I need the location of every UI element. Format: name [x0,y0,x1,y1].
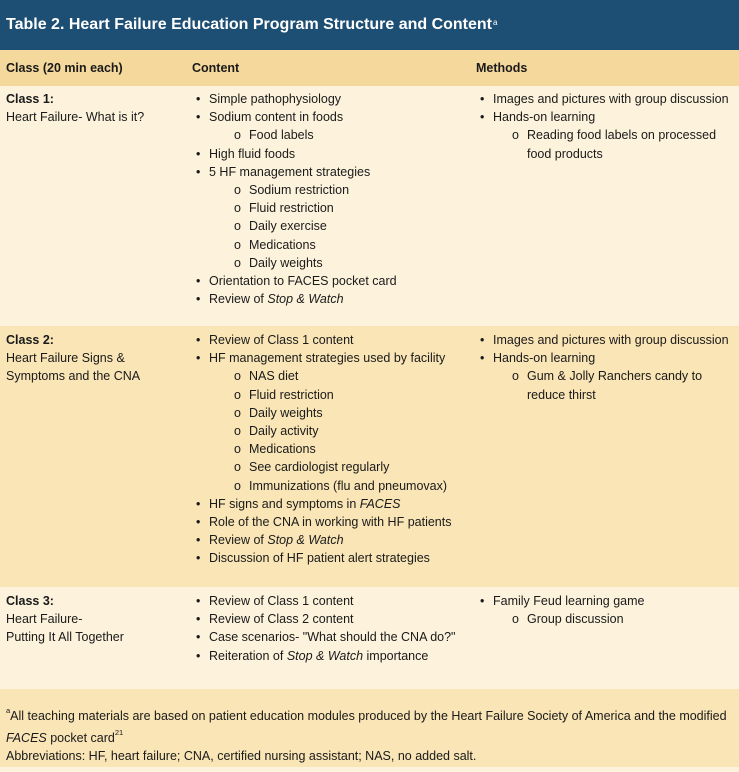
class-3-subtitle: Heart Failure- [6,612,83,627]
list-item: • High fluid foods [192,145,476,163]
class-1-subtitle: Heart Failure- What is it? [6,110,145,125]
table-row-class-2 [0,326,739,587]
table-header [0,50,739,86]
header-class: Class (20 min each) [6,61,123,75]
table-title-text: Table 2. Heart Failure Education Program Structure and Content [6,16,493,33]
sub-list-item: o Medications [192,440,476,458]
list-item: • Reiteration of Stop & Watch importance [192,647,476,665]
sub-list-item: o Daily exercise [192,217,476,235]
class-3-name: Class 3: [6,594,54,608]
table-footnote [0,689,739,767]
class-1-name: Class 1: [6,92,54,106]
list-item: • Orientation to FACES pocket card [192,272,476,290]
list-item: • Sodium content in foods [192,108,476,126]
list-item: • Hands-on learning [476,108,739,126]
sub-list-item: o See cardiologist regularly [192,458,476,476]
stop-watch-emphasis: Stop & Watch [286,648,364,663]
list-item: • Family Feud learning game [476,592,739,610]
list-item: • HF management strategies used by facility [192,349,476,367]
list-item: • Review of Class 2 content [192,610,476,628]
sub-list-item: o Daily weights [192,254,476,272]
footnote-source: $^a$All teaching materials are based on patient education modules produced by the Heart Failure Society of America and the modified FACES pocket card$^{21}$ [6,706,727,745]
class-2-subtitle: Heart Failure Signs & [6,351,125,366]
sub-list-item: o Medications [192,236,476,254]
class-2-name: Class 2: [6,333,54,347]
list-item: • Review of Class 1 content [192,331,476,349]
reference-number: 21 [114,727,124,737]
list-item: • Review of Class 1 content [192,592,476,610]
footnote-abbreviations: Abbreviations: HF, heart failure; CNA, certified nursing assistant; NAS, no added salt. [6,749,477,764]
list-item: • HF signs and symptoms in FACES [192,495,476,513]
sub-list-item: o Daily weights [192,404,476,422]
header-methods: Methods [476,61,528,75]
sub-list-item: o Food labels [192,126,476,144]
stop-watch-emphasis: Stop & Watch [267,292,344,307]
class-3-subtitle: Putting It All Together [6,630,124,645]
table-row-class-3 [0,587,739,689]
list-item: • Hands-on learning [476,349,739,367]
list-item: • Role of the CNA in working with HF patients [192,513,476,531]
faces-emphasis: FACES [359,496,401,511]
list-item: • Case scenarios- "What should the CNA do?" [192,628,476,646]
table-row-class-1 [0,86,739,326]
list-item: • 5 HF management strategies [192,163,476,181]
table-title [0,0,739,50]
faces-emphasis: FACES [6,730,47,745]
sub-list-item: o Immunizations (flu and pneumovax) [192,477,476,495]
sub-list-item: o Gum & Jolly Ranchers candy to [476,367,739,385]
sub-list-item: o Group discussion [476,610,739,628]
sub-list-item: o Fluid restriction [192,199,476,217]
list-item: • Review of Stop & Watch [192,531,476,549]
list-item: • Discussion of HF patient alert strategies [192,549,476,567]
sub-list-item: o Daily activity [192,422,476,440]
class-2-subtitle: Symptoms and the CNA [6,369,141,384]
sub-list-item: o Sodium restriction [192,181,476,199]
list-item: • Review of Stop & Watch [192,290,476,308]
header-content: Content [192,61,240,75]
list-item: • Simple pathophysiology [192,90,476,108]
list-item: • Images and pictures with group discussion [476,90,739,108]
list-item: • Images and pictures with group discussion [476,331,739,349]
sub-list-item-continued: food products [527,146,603,161]
sub-list-item: o Reading food labels on processed [476,126,739,144]
title-footnote-marker: a [493,17,498,27]
sub-list-item: o NAS diet [192,367,476,385]
stop-watch-emphasis: Stop & Watch [267,533,344,548]
sub-list-item: o Fluid restriction [192,386,476,404]
sub-list-item-continued: reduce thirst [527,387,596,402]
